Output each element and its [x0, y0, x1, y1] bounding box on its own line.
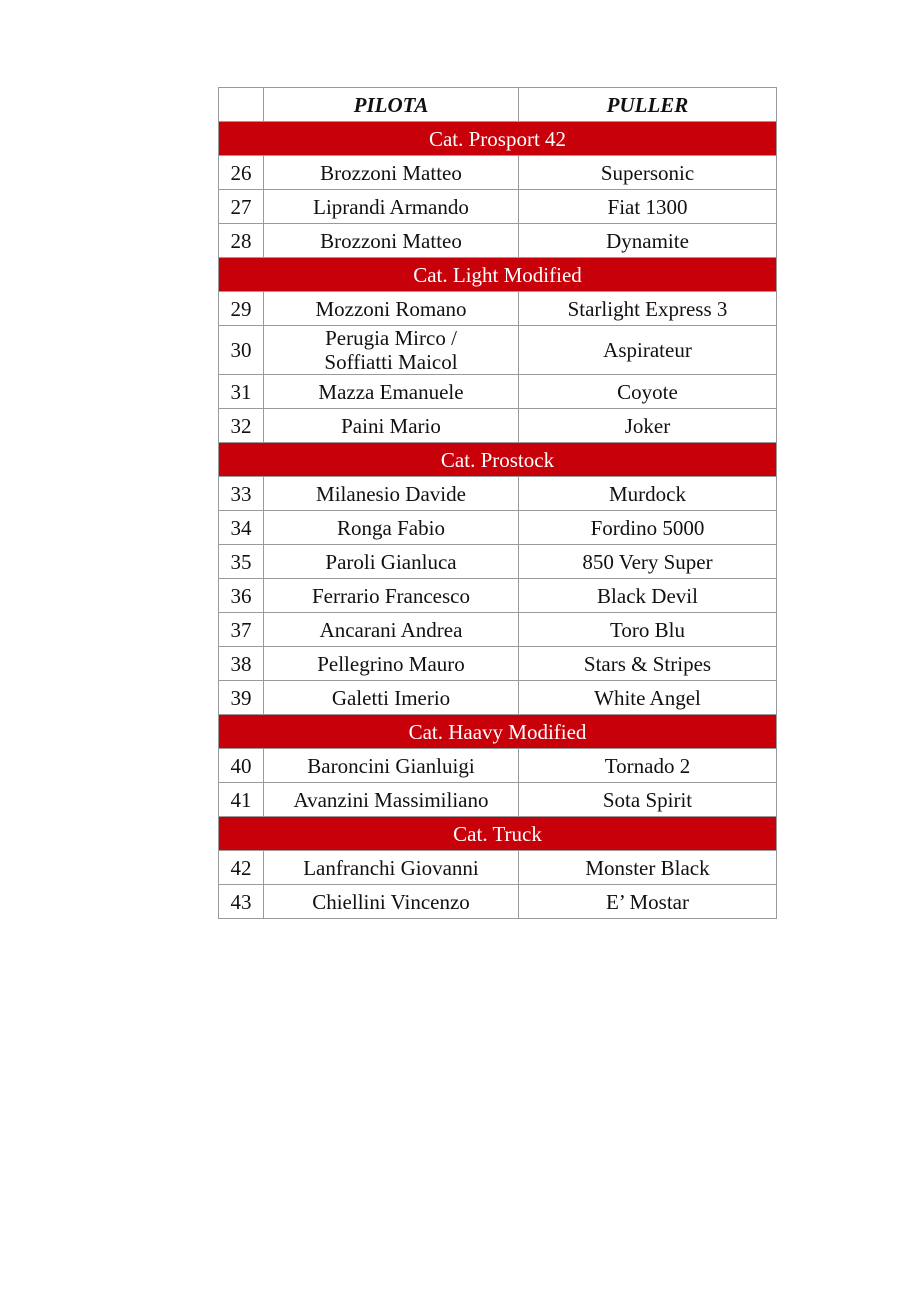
pilota-cell: Ferrario Francesco — [264, 579, 519, 613]
pilota-cell: Pellegrino Mauro — [264, 647, 519, 681]
pilota-cell: Brozzoni Matteo — [264, 156, 519, 190]
pilota-cell: Paroli Gianluca — [264, 545, 519, 579]
table-row — [219, 579, 777, 613]
pilota-cell: Galetti Imerio — [264, 681, 519, 715]
pilota-cell: Milanesio Davide — [264, 477, 519, 511]
puller-cell: Black Devil — [519, 579, 777, 613]
puller-cell: Sota Spirit — [519, 783, 777, 817]
category-title: Cat. Light Modified — [219, 258, 777, 292]
table-row — [219, 613, 777, 647]
header-row — [219, 88, 777, 122]
table-row — [219, 224, 777, 258]
row-number: 36 — [219, 579, 264, 613]
table-row — [219, 477, 777, 511]
table-row — [219, 190, 777, 224]
row-number: 41 — [219, 783, 264, 817]
category-row-prosport-42 — [219, 122, 777, 156]
puller-cell: Toro Blu — [519, 613, 777, 647]
row-number: 26 — [219, 156, 264, 190]
row-number: 29 — [219, 292, 264, 326]
row-number: 35 — [219, 545, 264, 579]
pilota-cell: Chiellini Vincenzo — [264, 885, 519, 919]
category-title: Cat. Truck — [219, 817, 777, 851]
row-number: 34 — [219, 511, 264, 545]
pilota-cell: Baroncini Gianluigi — [264, 749, 519, 783]
row-number: 32 — [219, 409, 264, 443]
table-row — [219, 409, 777, 443]
header-puller: PULLER — [519, 88, 777, 122]
category-row-light-modified — [219, 258, 777, 292]
row-number: 43 — [219, 885, 264, 919]
puller-cell: Murdock — [519, 477, 777, 511]
table-row — [219, 749, 777, 783]
row-number: 42 — [219, 851, 264, 885]
table-row — [219, 681, 777, 715]
row-number: 31 — [219, 375, 264, 409]
row-number: 27 — [219, 190, 264, 224]
table-row — [219, 156, 777, 190]
puller-cell: Coyote — [519, 375, 777, 409]
row-number: 40 — [219, 749, 264, 783]
table-row — [219, 783, 777, 817]
pilota-cell: Avanzini Massimiliano — [264, 783, 519, 817]
pilota-cell: Paini Mario — [264, 409, 519, 443]
category-title: Cat. Haavy Modified — [219, 715, 777, 749]
pilota-cell: Mazza Emanuele — [264, 375, 519, 409]
puller-cell: Dynamite — [519, 224, 777, 258]
table-row — [219, 511, 777, 545]
pilota-cell: Brozzoni Matteo — [264, 224, 519, 258]
puller-cell: Tornado 2 — [519, 749, 777, 783]
table-row — [219, 851, 777, 885]
puller-cell: 850 Very Super — [519, 545, 777, 579]
table-row — [219, 326, 777, 375]
puller-cell: Aspirateur — [519, 326, 777, 375]
pilota-cell: Ancarani Andrea — [264, 613, 519, 647]
row-number: 28 — [219, 224, 264, 258]
puller-cell: White Angel — [519, 681, 777, 715]
category-row-prostock — [219, 443, 777, 477]
pilota-cell: Mozzoni Romano — [264, 292, 519, 326]
row-number: 33 — [219, 477, 264, 511]
puller-cell: E’ Mostar — [519, 885, 777, 919]
puller-cell: Joker — [519, 409, 777, 443]
row-number: 37 — [219, 613, 264, 647]
puller-cell: Stars & Stripes — [519, 647, 777, 681]
table-row — [219, 647, 777, 681]
row-number: 30 — [219, 326, 264, 375]
puller-cell: Starlight Express 3 — [519, 292, 777, 326]
row-number: 39 — [219, 681, 264, 715]
pilota-cell: Liprandi Armando — [264, 190, 519, 224]
puller-cell: Fiat 1300 — [519, 190, 777, 224]
table-row — [219, 375, 777, 409]
puller-cell: Monster Black — [519, 851, 777, 885]
table-row — [219, 292, 777, 326]
pilota-cell: Ronga Fabio — [264, 511, 519, 545]
category-title: Cat. Prosport 42 — [219, 122, 777, 156]
pilota-cell — [264, 326, 519, 375]
category-row-heavy-modified — [219, 715, 777, 749]
category-row-truck — [219, 817, 777, 851]
header-pilota: PILOTA — [264, 88, 519, 122]
table-row — [219, 545, 777, 579]
puller-cell: Fordino 5000 — [519, 511, 777, 545]
pilota-line: Perugia Mirco / — [325, 326, 457, 350]
pilota-cell: Lanfranchi Giovanni — [264, 851, 519, 885]
pulling-roster-table — [218, 87, 777, 919]
pilota-line: Soffiatti Maicol — [324, 350, 458, 374]
puller-cell: Supersonic — [519, 156, 777, 190]
header-num — [219, 88, 264, 122]
table-row — [219, 885, 777, 919]
category-title: Cat. Prostock — [219, 443, 777, 477]
row-number: 38 — [219, 647, 264, 681]
